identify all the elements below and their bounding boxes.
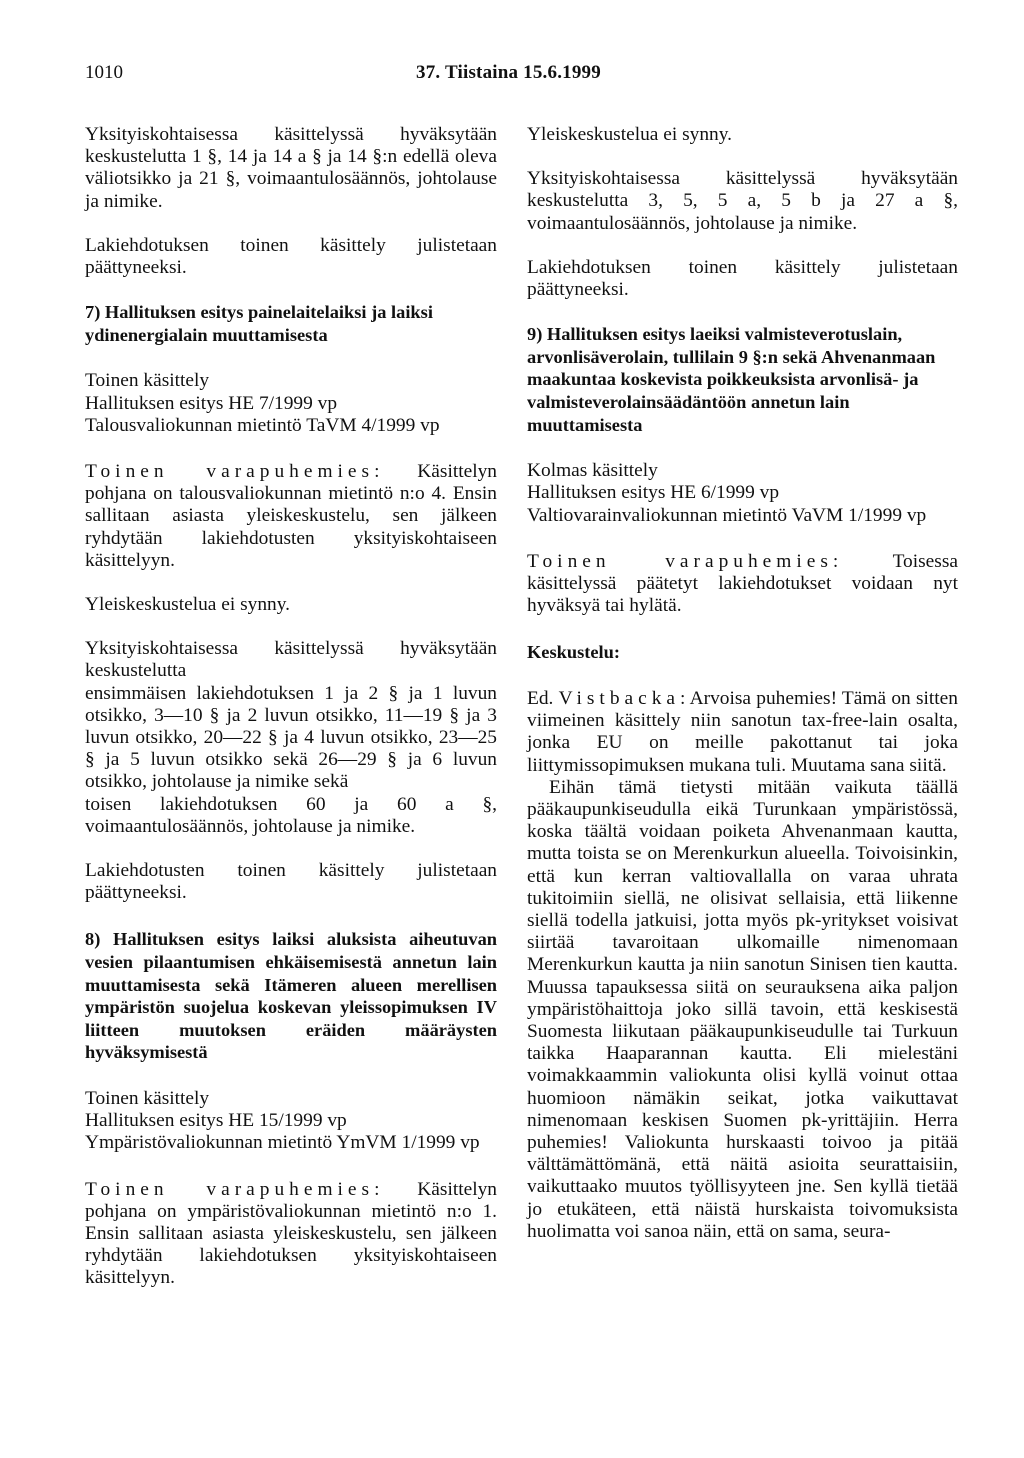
- speaker-separator: :: [680, 688, 690, 709]
- speech: [85, 1179, 497, 1290]
- reading-stage: Kolmas käsittely: [527, 460, 658, 482]
- paragraph: Lakiehdotusten toinen käsittely julistetaan päättyneeksi.: [85, 860, 497, 904]
- speech: [527, 551, 958, 618]
- paragraph: ensimmäisen lakiehdotuksen 1 ja 2 § ja 1 luvun otsikko, 3—10 § ja 2 luvun otsikko, 11—19 § ja 3 luvun otsikko, 20—22 § ja 4 luvun otsikko, 23—25 § ja 5 luvun otsikko sekä 26—29 § ja 6 luvun otsikko, johtolause ja nimike sekä: [85, 682, 497, 793]
- speech-text: Arvoisa puhemies! Tämä on sitten viimeinen käsittely niin sanotun tax-free-lain osalta, jonka EU on meille pakottanut tai joka liittymissopimuksen mukana tuli. Muutama sana siitä.: [527, 688, 958, 776]
- paragraph: Yksityiskohtaisessa käsittelyssä hyväksytään keskustelutta 3, 5, 5 a, 5 b ja 27 a §, voimaantulosäännös, johtolause ja nimike.: [527, 168, 958, 234]
- right-column: [527, 124, 958, 1243]
- paragraph: Yleiskeskustelua ei synny.: [527, 124, 733, 145]
- speech: [85, 461, 497, 572]
- speaker-name: Toinen varapuhemies:: [85, 1178, 385, 1200]
- committee-report-ref: Talousvaliokunnan mietintö TaVM 4/1999 vp: [85, 414, 440, 436]
- paragraph: Lakiehdotuksen toinen käsittely julistetaan päättyneeksi.: [527, 256, 958, 301]
- speaker-name: Vistbacka: [558, 688, 681, 709]
- paragraph: toisen lakiehdotuksen 60 ja 60 a §, voimaantulosäännös, johtolause ja nimike.: [85, 793, 497, 837]
- reading-stage: Toinen käsittely: [85, 370, 210, 392]
- item-7-references: [85, 370, 497, 437]
- left-column: [85, 124, 497, 1290]
- paragraph: Yksityiskohtaisessa käsittelyssä hyväksytään keskustelutta: [85, 638, 497, 682]
- speech-text: Käsittelyn pohjana on talousvaliokunnan mietintö n:o 4. Ensin sallitaan asiasta yleiskeskustelu, sen jälkeen ryhdytään lakiehdotusten yksityiskohtaiseen käsittelyyn.: [85, 461, 497, 571]
- speech-paragraph: Eihän tämä tietysti mitään vaikuta täällä pääkaupunkiseudulla eikä Turunkaan ympäristössä, koska täältä voidaan poiketa Ahvenanmaan kautta, mutta toista se on Merenkurkun alueella. Toivoisinkin, että kun kerran valtiovallalla on varaa uhrata tukitoimiin siellä, ne olisivat sellaisia, että liikenne siellä todella jatkuisi, jotta myös pk-yritykset voisivat siirtää tavaroitaan ulkomaille nimenomaan Merenkurkun kautta ja niin sanotun Sinisen tien kautta. Muussa tapauksessa siitä on seurauksena aika paljon ympäristöhaittoja joko sillä tavoin, että keskisestä Suomesta liikutaan pääkaupunkiseudulle tai Turkuun taikka Haaparannan kautta. Eli mielestäni voimakkaammin valiokunta olisi kyllä voinut ottaa huomioon nämäkin seikat, jotka vaikuttavat nimenomaan keskisen Suomen pk-yrittäjiin. Herra puhemies! Valiokunta hurskaasti toivoo ja pitää välttämättömänä, että näitä asioita seurattaisiin, vaikuttaako muutos työllisyyteen jne. Sen kyllä tietää jo etukäteen, että näistä hurskaista toivomuksista huolimatta voi sanoa näin, että on sama, seura-: [527, 776, 958, 1242]
- speech-text: Käsittelyn pohjana on ympäristövaliokunnan mietintö n:o 1. Ensin sallitaan asiasta yleiskeskustelu, sen jälkeen ryhdytään lakiehdotuksen yksityiskohtaiseen käsittelyyn.: [85, 1178, 497, 1289]
- item-8-references: [85, 1088, 497, 1155]
- committee-report-ref: Ympäristövaliokunnan mietintö YmVM 1/1999 vp: [85, 1132, 480, 1154]
- paragraph: Yksityiskohtaisessa käsittelyssä hyväksytään keskustelutta 1 §, 14 ja 14 a § ja 14 §:n edellä oleva väliotsikko ja 21 §, voimaantulosäännös, johtolause ja nimike.: [85, 124, 497, 212]
- paragraph: Yleiskeskustelua ei synny.: [85, 594, 291, 616]
- speech-text: Toisessa käsittelyssä päätetyt lakiehdotukset voidaan nyt hyväksyä tai hylätä.: [527, 550, 958, 617]
- speaker-name: Toinen varapuhemies:: [85, 461, 385, 483]
- item-9-references: [527, 460, 958, 527]
- page-header: [0, 62, 1024, 86]
- speech: [527, 688, 958, 777]
- reading-stage: Toinen käsittely: [85, 1088, 210, 1110]
- item-7-heading: 7) Hallituksen esitys painelaitelaiksi ja laiksi ydinenergialain muuttamisesta: [85, 302, 433, 345]
- speaker-prefix: Ed.: [527, 688, 559, 709]
- running-title: 37. Tiistaina 15.6.1999: [416, 62, 601, 83]
- government-proposal-ref: Hallituksen esitys HE 6/1999 vp: [527, 482, 780, 504]
- discussion-label: Keskustelu:: [527, 642, 620, 663]
- item-9-heading: 9) Hallituksen esitys laeiksi valmisteverotuslain, arvonlisäverolain, tullilain 9 §:n sekä Ahvenanmaan maakuntaa koskevista poikkeuksista arvonlisä- ja valmisteverolainsäädäntöön annetun lain muuttamisesta: [527, 324, 936, 435]
- paragraph: Lakiehdotuksen toinen käsittely julistetaan päättyneeksi.: [85, 234, 497, 279]
- page-number: 1010: [85, 62, 123, 83]
- government-proposal-ref: Hallituksen esitys HE 15/1999 vp: [85, 1110, 347, 1132]
- committee-report-ref: Valtiovarainvaliokunnan mietintö VaVM 1/1999 vp: [527, 504, 927, 526]
- item-8-heading: 8) Hallituksen esitys laiksi aluksista aiheutuvan vesien pilaantumisen ehkäisemisestä annetun lain muuttamisesta sekä Itämeren alueen merellisen ympäristön suojelua koskevan yleissopimuksen IV liitteen muutoksen eräiden määräysten hyväksymisestä: [85, 929, 497, 1063]
- speaker-name: Toinen varapuhemies:: [527, 550, 844, 572]
- government-proposal-ref: Hallituksen esitys HE 7/1999 vp: [85, 392, 338, 414]
